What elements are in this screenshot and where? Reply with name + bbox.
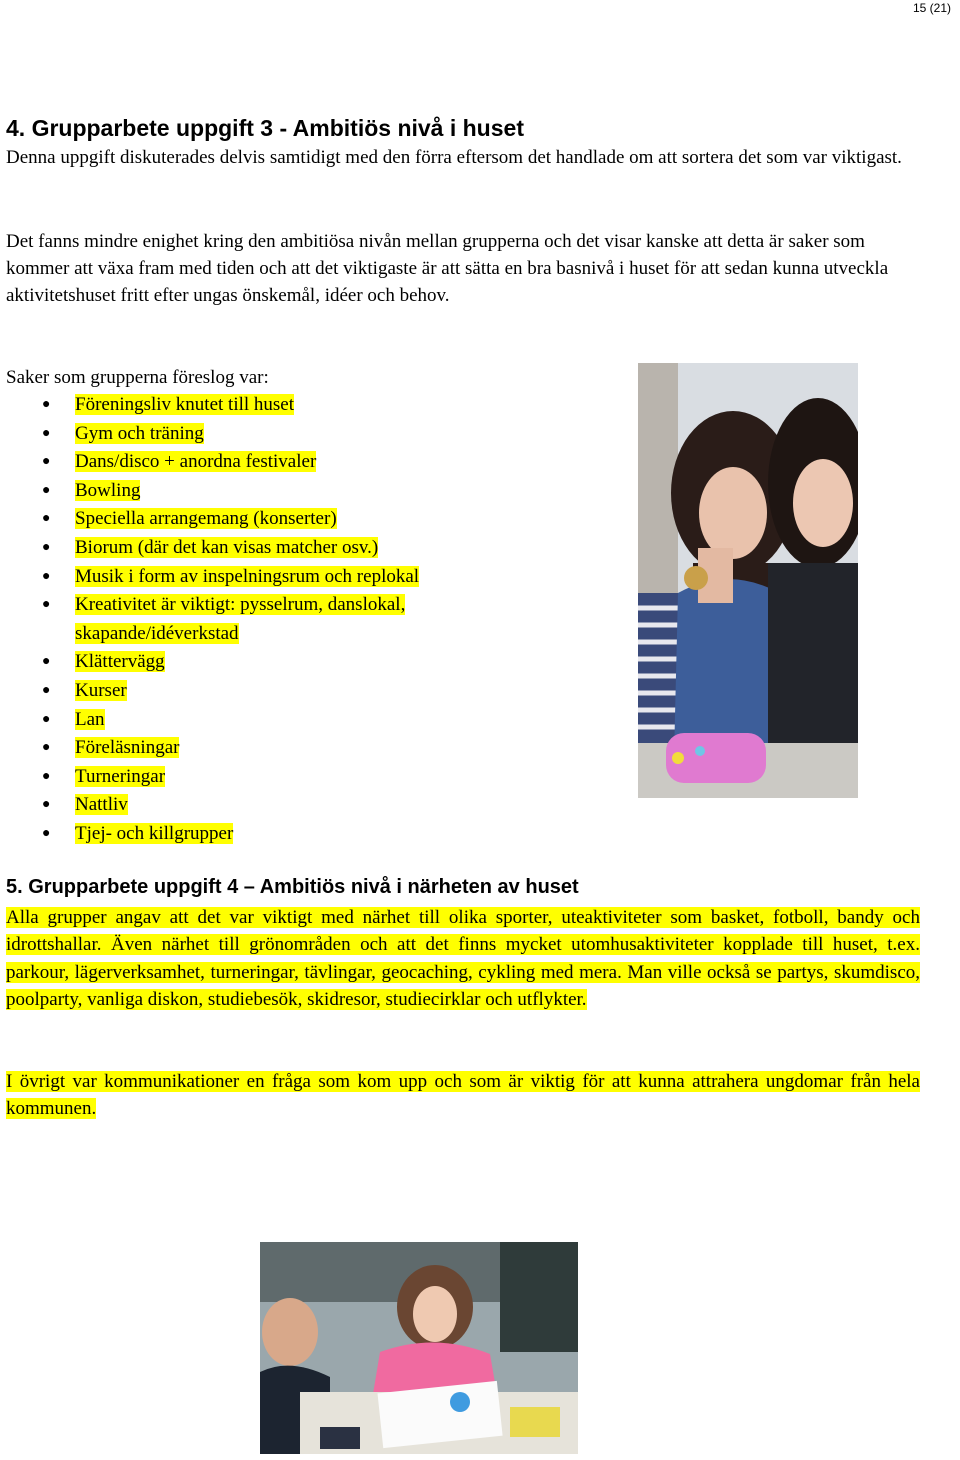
bullet-icon: ● bbox=[42, 597, 51, 613]
list-item: ● Dans/disco + anordna festivaler bbox=[0, 448, 419, 477]
suggestions-list bbox=[0, 391, 419, 849]
bullet-icon: ● bbox=[42, 482, 51, 498]
bullet-icon: ● bbox=[42, 825, 51, 841]
bullet-icon: ● bbox=[42, 539, 51, 555]
section-4-paragraph: Det fanns mindre enighet kring den ambitiösa nivån mellan grupperna och det visar kanske att detta är saker som kommer att växa fram med tiden och att det viktigaste är att sätta en bra basnivå i huset för att sedan kunna utveckla aktivitetshuset fritt efter ungas önskemål, idéer och behov. bbox=[6, 231, 889, 306]
bullet-icon: ● bbox=[42, 397, 51, 412]
list-item: ● Tjej- och killgrupper bbox=[0, 820, 419, 849]
list-item: ● Kurser bbox=[0, 677, 419, 706]
bullet-icon: ● bbox=[42, 682, 51, 698]
section-5-paragraph-2: I övrigt var kommunikationer en fråga som kom upp och som är viktig för att kunna attrahera ungdomar från hela kommunen. bbox=[6, 1071, 920, 1120]
section-4-heading: 4. Grupparbete uppgift 3 - Ambitiös nivå i huset bbox=[6, 115, 524, 141]
photo-group-work bbox=[260, 1242, 578, 1454]
bullet-icon: ● bbox=[42, 768, 51, 784]
list-intro: Saker som grupperna föreslog var: bbox=[6, 367, 269, 388]
list-item: ● Speciella arrangemang (konserter) bbox=[0, 505, 419, 534]
list-item: ● Nattliv bbox=[0, 791, 419, 820]
bullet-icon: ● bbox=[42, 654, 51, 670]
section-5-paragraph-1: Alla grupper angav att det var viktigt med närhet till olika sporter, uteaktiviteter som basket, fotboll, bandy och idrottshallar. Även närhet till grönområden och att det finns mycket utomhusaktiviteter kopplade till huset, t.ex. parkour, lägerverksamhet, turneringar, tävlingar, geocaching, cykling med mera. Man ville också se partys, skumdisco, poolparty, vanliga diskon, studiebesök, skidresor, studiecirklar och utflykter. bbox=[6, 907, 920, 1011]
bullet-icon: ● bbox=[42, 797, 51, 813]
list-item: ● Föreningsliv knutet till huset bbox=[0, 391, 419, 420]
list-item: ● Föreläsningar bbox=[0, 734, 419, 763]
bullet-icon: ● bbox=[42, 425, 51, 441]
list-item: ● Gym och träning bbox=[0, 420, 419, 449]
bullet-icon: ● bbox=[42, 740, 51, 756]
section-4-intro: Denna uppgift diskuterades delvis samtidigt med den förra eftersom det handlade om att sortera det som var viktigast. bbox=[6, 147, 902, 168]
bullet-icon: ● bbox=[42, 711, 51, 727]
bullet-icon: ● bbox=[42, 454, 51, 470]
section-5-heading: 5. Grupparbete uppgift 4 – Ambitiös nivå i närheten av huset bbox=[6, 876, 579, 898]
page-number: 15 (21) bbox=[912, 1, 951, 15]
bullet-icon: ● bbox=[42, 511, 51, 527]
list-item-continuation: skapande/idéverkstad bbox=[75, 622, 239, 644]
photo-listening-youth bbox=[638, 363, 858, 798]
list-item: ● Lan bbox=[0, 706, 419, 735]
list-item: ● Biorum (där det kan visas matcher osv.) bbox=[0, 534, 419, 563]
list-item: ● Klättervägg bbox=[0, 648, 419, 677]
bullet-icon: ● bbox=[42, 568, 51, 584]
list-item: ● Kreativitet är viktigt: pysselrum, danslokal, bbox=[0, 591, 419, 620]
list-item: ● Turneringar bbox=[0, 763, 419, 792]
list-item: ● Bowling bbox=[0, 477, 419, 506]
list-item: ● Musik i form av inspelningsrum och replokal bbox=[0, 563, 419, 592]
